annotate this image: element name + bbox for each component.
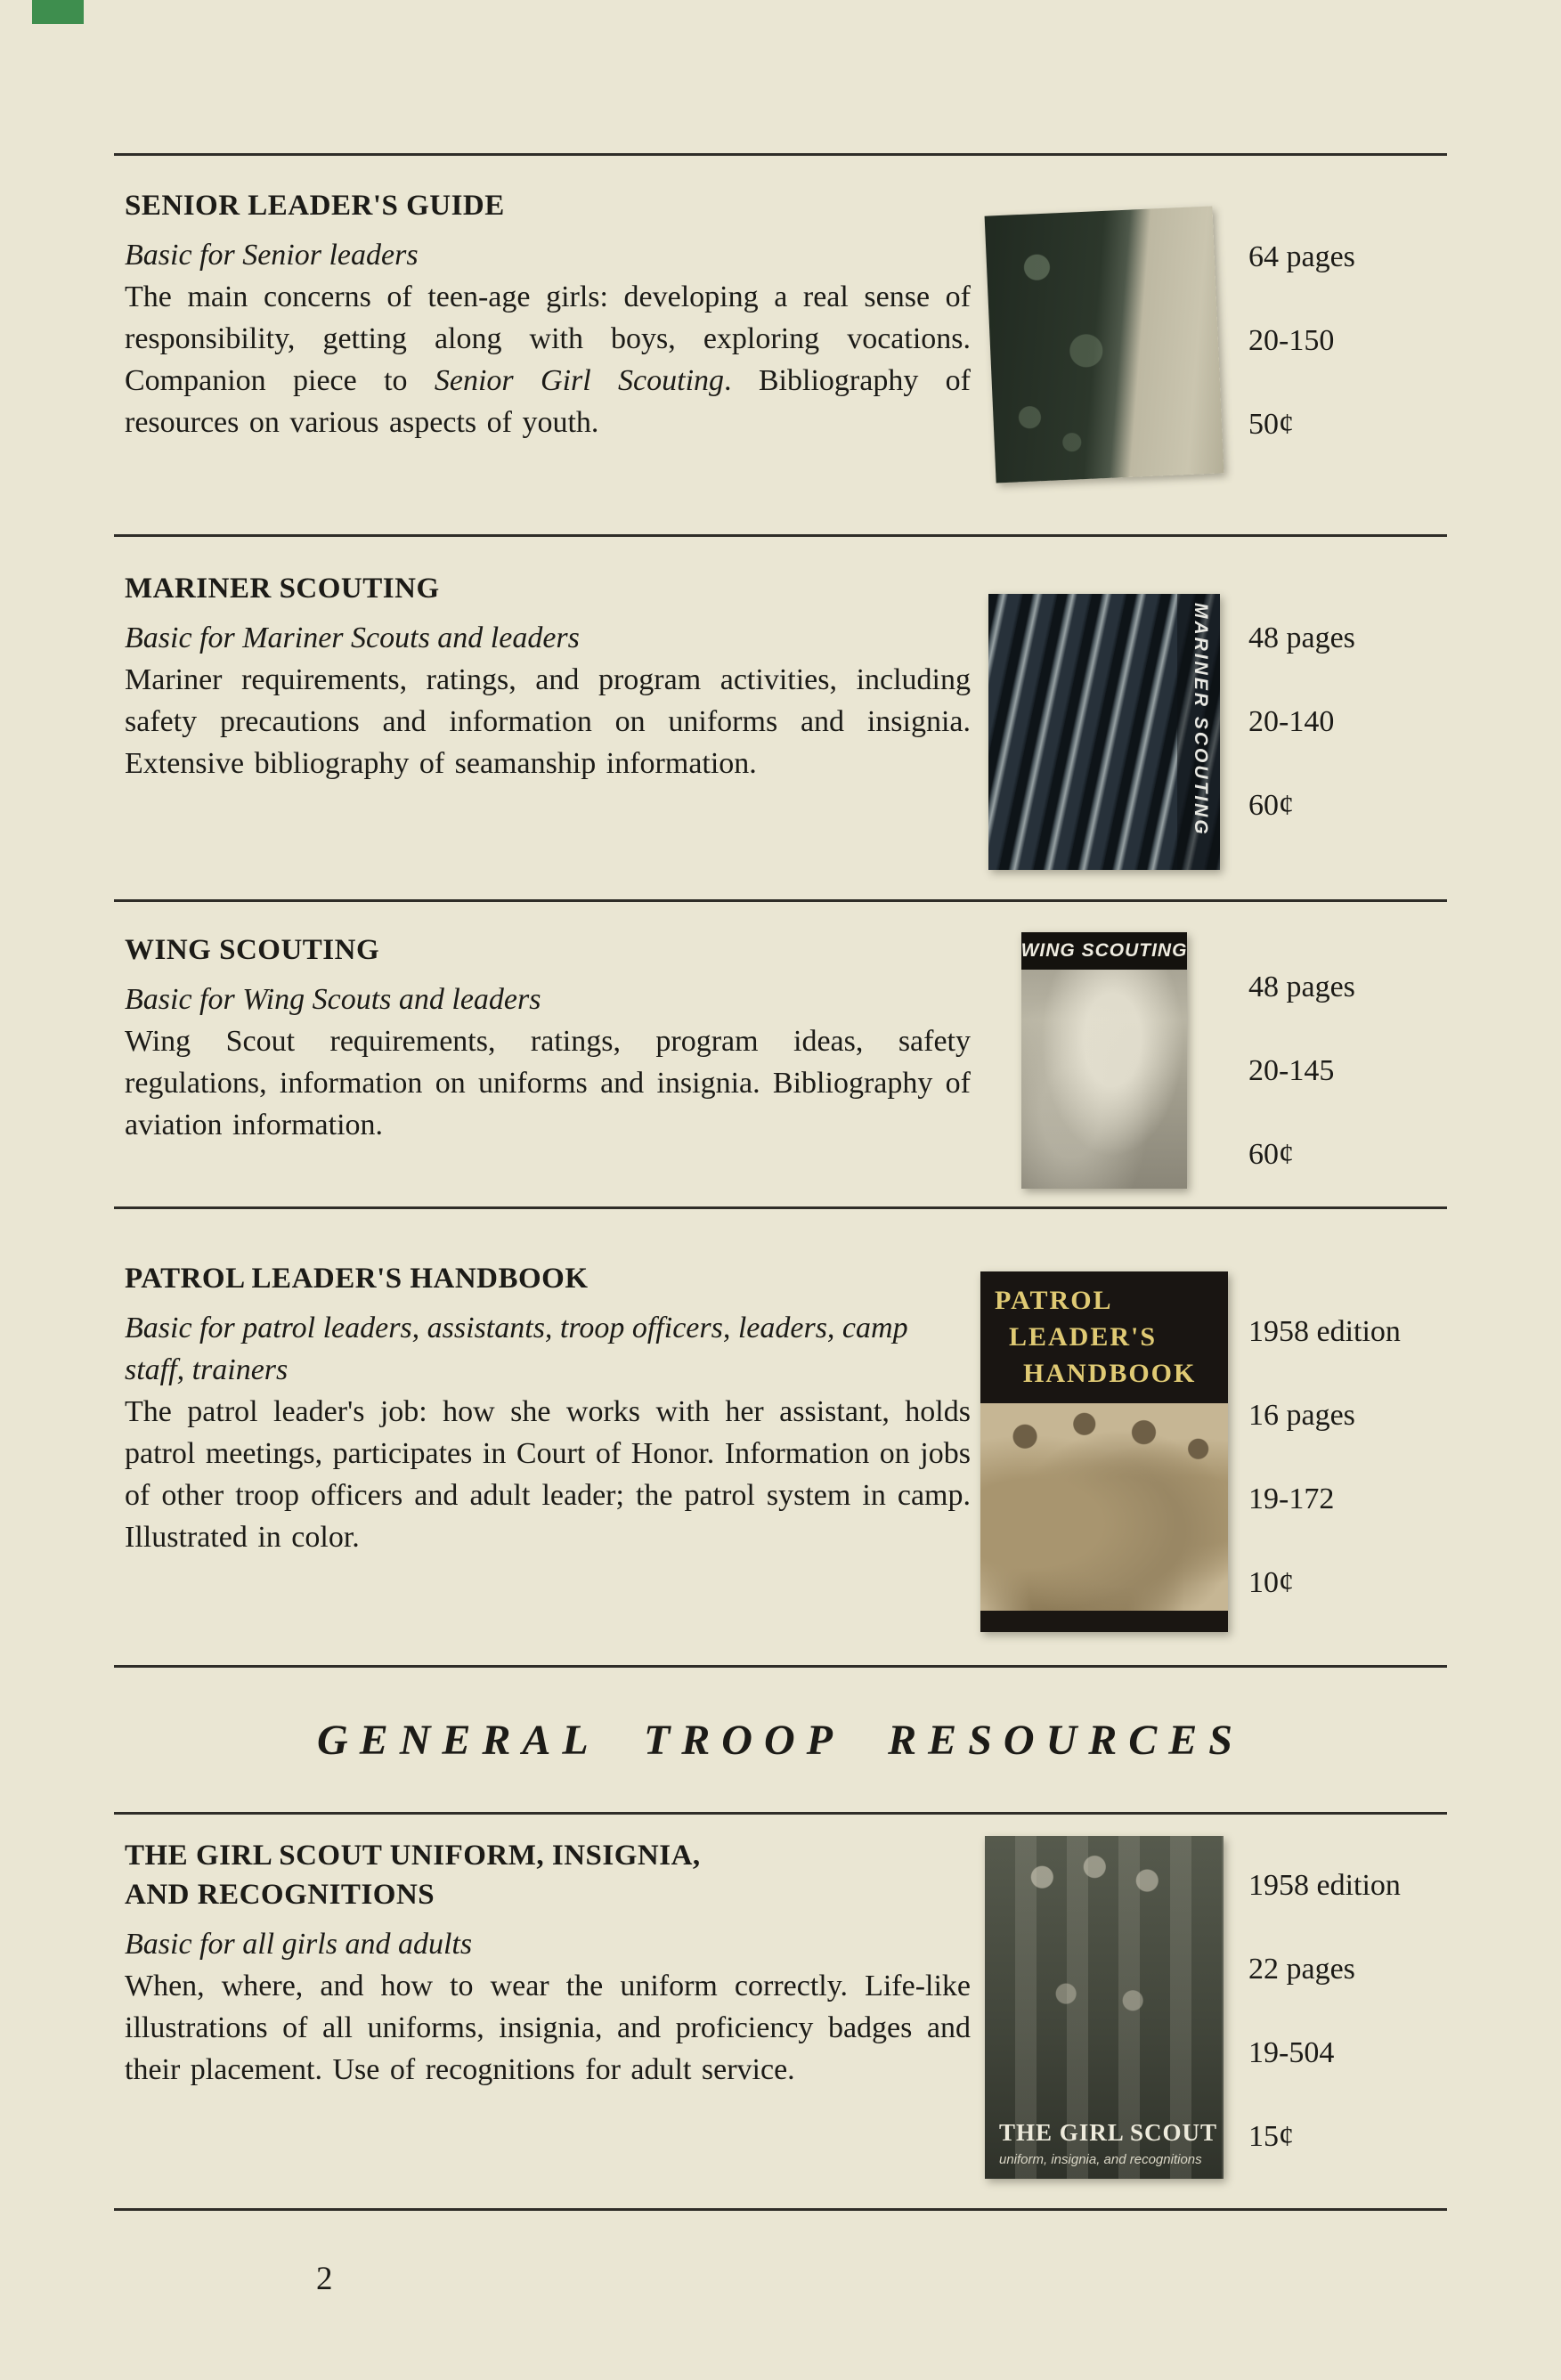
cover-title-text: WING SCOUTING	[1021, 932, 1187, 970]
entry-subtitle: Basic for patrol leaders, assistants, troop officers, leaders, camp staff, trainers	[125, 1312, 908, 1386]
catalog-entry-girl-scout-uniform	[0, 1815, 1561, 2208]
entry-subtitle: Basic for Wing Scouts and leaders	[125, 983, 541, 1016]
page-number: 2	[316, 2261, 333, 2297]
detail-price: 60¢	[1248, 1138, 1294, 1171]
page-top-margin	[0, 0, 1561, 153]
entry-subtitle: Basic for Mariner Scouts and leaders	[125, 621, 580, 654]
book-cover-image	[1021, 932, 1187, 1189]
detail-pages: 48 pages	[1248, 971, 1355, 1003]
cover-illustration	[980, 1403, 1228, 1611]
cover-title-text: LEADER'S	[1009, 1322, 1158, 1352]
detail-catalog-number: 20-150	[1248, 324, 1335, 357]
detail-catalog-number: 19-172	[1248, 1482, 1335, 1515]
detail-catalog-number: 19-504	[1248, 2036, 1335, 2069]
detail-pages: 64 pages	[1248, 240, 1355, 273]
detail-price: 60¢	[1248, 789, 1294, 822]
entry-title: SENIOR LEADER'S GUIDE	[125, 190, 505, 222]
cover-title-text: PATROL	[995, 1286, 1113, 1315]
entry-description: The main concerns of teen-age girls: developing a real sense of responsibility, getting along with boys, exploring vocations. Companion piece to Senior Girl Scouting. Bibliography of resources on various aspects of youth.	[125, 280, 971, 439]
entry-description: The patrol leader's job: how she works with her assistant, holds patrol meetings, participates in Court of Honor. Information on jobs of other troop officers and adult leader; the patrol system in camp. Illustrated in color.	[125, 1395, 971, 1554]
green-corner-mark	[32, 0, 84, 24]
catalog-entry-wing-scouting	[0, 902, 1561, 1206]
book-cover-image	[988, 594, 1220, 870]
entry-details-column	[1238, 930, 1447, 1206]
cover-column	[971, 569, 1238, 899]
detail-pages: 48 pages	[1248, 621, 1355, 654]
entry-text-column	[125, 186, 971, 534]
detail-price: 10¢	[1248, 1566, 1294, 1599]
entry-text-column	[125, 930, 971, 1206]
entry-details-column	[1238, 569, 1447, 899]
detail-price: 15¢	[1248, 2120, 1294, 2153]
entry-subtitle: Basic for Senior leaders	[125, 239, 419, 272]
cover-footer-strip	[980, 1611, 1228, 1632]
detail-catalog-number: 20-145	[1248, 1054, 1335, 1087]
entry-text-column	[125, 1836, 971, 2208]
entry-details-column	[1238, 186, 1447, 534]
entry-description: When, where, and how to wear the uniform correctly. Life-like illustrations of all uniforms, insignia, and proficiency badges and their placement. Use of recognitions for adult service.	[125, 1970, 971, 2086]
detail-price: 50¢	[1248, 408, 1294, 441]
entry-title: WING SCOUTING	[125, 934, 380, 966]
entry-details-column	[1238, 1836, 1447, 2208]
catalog-entry-senior-leaders-guide	[0, 156, 1561, 534]
cover-title-band	[980, 1271, 1228, 1403]
section-heading-block	[0, 1668, 1561, 1812]
entry-description: Mariner requirements, ratings, and program activities, including safety precautions and information on uniforms and insignia. Extensive bibliography of seamanship information.	[125, 663, 971, 780]
cover-column	[971, 1836, 1238, 2208]
cover-column	[971, 1259, 1238, 1665]
detail-pages: 16 pages	[1248, 1399, 1355, 1432]
cover-column	[971, 186, 1238, 534]
detail-pages: 22 pages	[1248, 1953, 1355, 1986]
page-footer	[0, 2211, 1561, 2298]
cover-title-text: HANDBOOK	[1023, 1359, 1197, 1388]
cover-title-text: MARINER SCOUTING	[1191, 603, 1211, 837]
book-cover-image	[980, 1271, 1228, 1632]
detail-catalog-number: 20-140	[1248, 705, 1335, 738]
entry-text-column	[125, 569, 971, 899]
entry-description: Wing Scout requirements, ratings, program ideas, safety regulations, information on uniforms and insignia. Bibliography of aviation information.	[125, 1025, 971, 1141]
cover-column	[971, 930, 1238, 1206]
entry-text-column	[125, 1259, 971, 1665]
book-cover-image	[985, 207, 1224, 483]
detail-edition: 1958 edition	[1248, 1869, 1401, 1902]
entry-title: PATROL LEADER'S HANDBOOK	[125, 1263, 589, 1295]
entry-title: MARINER SCOUTING	[125, 573, 440, 605]
entry-details-column	[1238, 1259, 1447, 1665]
cover-title-text: THE GIRL SCOUT	[999, 2119, 1218, 2146]
general-troop-resources-heading: GENERAL TROOP RESOURCES	[317, 1716, 1244, 1764]
entry-subtitle: Basic for all girls and adults	[125, 1928, 473, 1961]
cover-caption-text: uniform, insignia, and recognitions	[999, 2152, 1202, 2167]
entry-title: THE GIRL SCOUT UNIFORM, INSIGNIA, AND RECOGNITIONS	[125, 1840, 701, 1911]
catalog-entry-mariner-scouting	[0, 537, 1561, 899]
catalog-entry-patrol-leaders-handbook	[0, 1209, 1561, 1665]
detail-edition: 1958 edition	[1248, 1315, 1401, 1348]
book-cover-image	[985, 1836, 1224, 2179]
